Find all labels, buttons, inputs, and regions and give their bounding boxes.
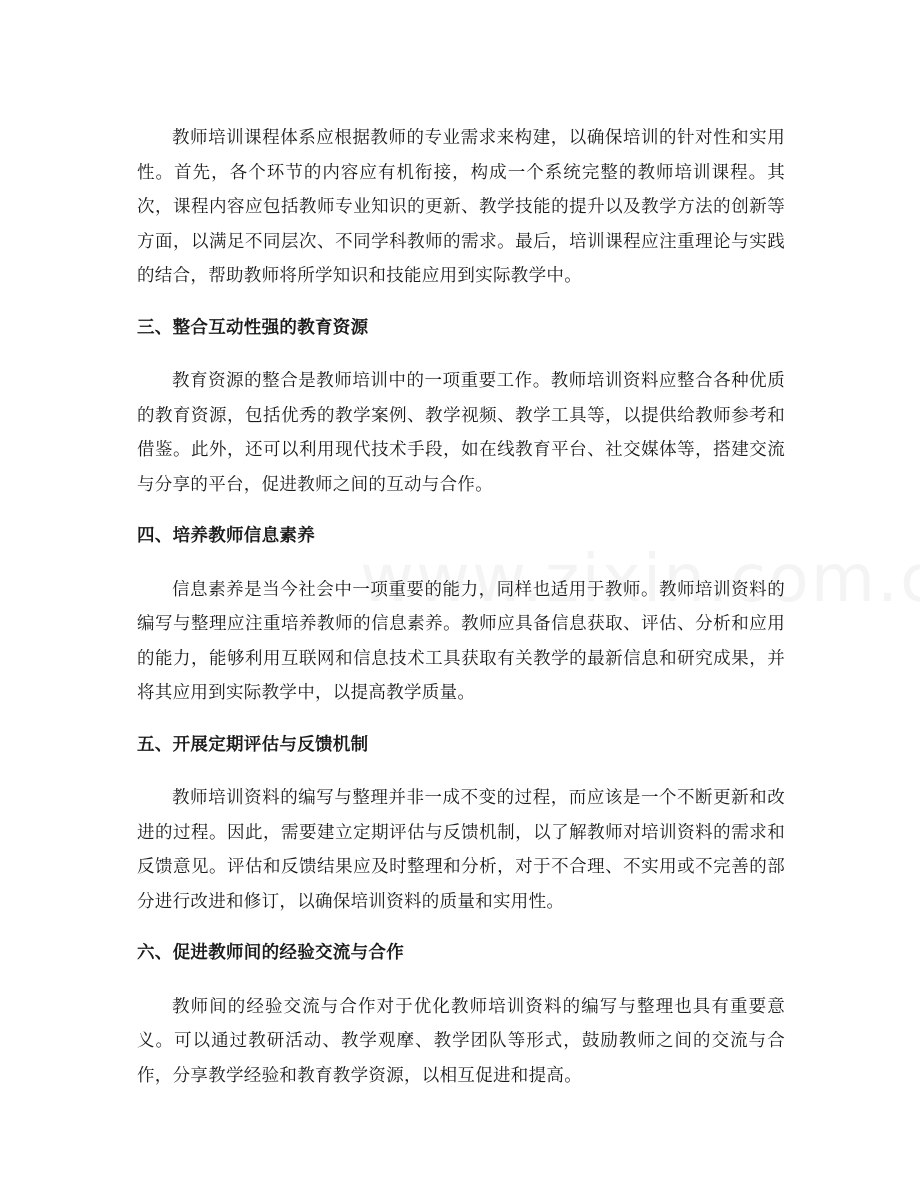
heading-section-5: 五、开展定期评估与反馈机制 — [137, 734, 369, 755]
paragraph-section-3: 教育资源的整合是教师培训中的一项重要工作。教师培训资料应整合各种优质的教育资源，包括优秀的教学案例、教学视频、教学工具等，以提供给教师参考和借鉴。此外，还可以利用现代技术手段，如在线教育平台、社交媒体等，搭建交流与分享的平台，促进教师之间的互动与合作。 — [137, 371, 785, 495]
heading-section-6: 六、促进教师间的经验交流与合作 — [137, 943, 404, 963]
paragraph-section-4: 信息素养是当今社会中一项重要的能力，同样也适用于教师。教师培训资料的编写与整理应注重培养教师的信息素养。教师应具备信息获取、评估、分析和应用的能力，能够利用互联网和信息技术工具获取有关教学的最新信息和研究成果，并将其应用到实际教学中，以提高教学质量。 — [137, 579, 785, 703]
document-body — [137, 121, 785, 1093]
paragraph-section-6: 教师间的经验交流与合作对于优化教师培训资料的编写与整理也具有重要意义。可以通过教研活动、教学观摩、教学团队等形式，鼓励教师之间的交流与合作，分享教学经验和教育教学资源，以相互促进和提高。 — [137, 996, 785, 1086]
heading-section-3: 三、整合互动性强的教育资源 — [137, 317, 369, 338]
heading-section-4: 四、培养教师信息素养 — [137, 526, 315, 546]
paragraph-course-system: 教师培训课程体系应根据教师的专业需求来构建，以确保培训的针对性和实用性。首先，各个环节的内容应有机衔接，构成一个系统完整的教师培训课程。其次，课程内容应包括教师专业知识的更新、教学技能的提升以及教学方法的创新等方面，以满足不同层次、不同学科教师的需求。最后，培训课程应注重理论与实践的结合，帮助教师将所学知识和技能应用到实际教学中。 — [137, 128, 785, 286]
paragraph-section-5: 教师培训资料的编写与整理并非一成不变的过程，而应该是一个不断更新和改进的过程。因此，需要建立定期评估与反馈机制，以了解教师对培训资料的需求和反馈意见。评估和反馈结果应及时整理和分析，对于不合理、不实用或不完善的部分进行改进和修订，以确保培训资料的质量和实用性。 — [137, 788, 785, 912]
